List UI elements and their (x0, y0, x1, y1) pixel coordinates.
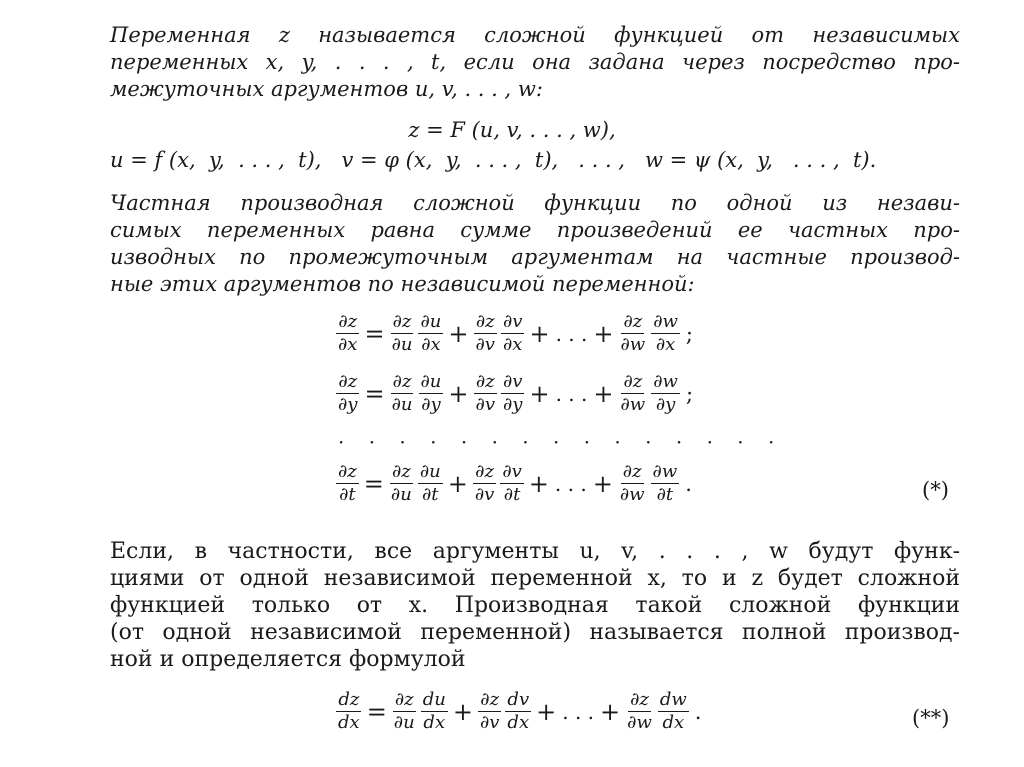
denominator: ∂x (338, 334, 358, 355)
denominator: ∂v (479, 712, 500, 733)
numerator: ∂z (623, 311, 643, 332)
term-fraction (390, 372, 415, 415)
equation-label-star: (*) (922, 478, 949, 502)
numerator: ∂z (392, 371, 412, 392)
term-fraction (505, 690, 531, 733)
partial-derivative-t (334, 462, 692, 505)
lhs-fraction (336, 372, 359, 415)
plus-sign: + (452, 697, 473, 726)
denominator: ∂v (475, 334, 495, 355)
text-line: изводных по промежуточным аргументам на частные производ- (110, 245, 960, 269)
denominator: ∂t (656, 484, 674, 505)
plus-sign: + (536, 697, 557, 726)
denominator: ∂y (655, 394, 676, 415)
partial-derivative-x (334, 312, 693, 355)
lhs-fraction (336, 462, 359, 505)
denominator: ∂v (475, 394, 495, 415)
lhs-fraction (336, 312, 359, 355)
numerator: ∂v (503, 371, 523, 392)
denominator: dx (423, 712, 446, 733)
term-fraction (651, 462, 680, 505)
numerator: ∂w (653, 311, 678, 332)
ellipsis-row (338, 430, 784, 454)
equals-sign: = (364, 379, 385, 408)
plus-sign: + (529, 379, 550, 408)
numerator: ∂z (475, 461, 494, 482)
numerator: ∂u (419, 461, 441, 482)
numerator: ∂z (622, 461, 642, 482)
numerator: ∂v (502, 461, 522, 482)
theorem-paragraph (110, 190, 960, 298)
equals-sign: = (366, 697, 387, 726)
denominator: ∂u (391, 394, 413, 415)
numerator: dv (507, 689, 530, 710)
denominator: ∂t (503, 484, 521, 505)
denominator: ∂w (627, 712, 652, 733)
plus-sign: + (593, 379, 614, 408)
term-fraction (625, 690, 654, 733)
denominator: ∂w (620, 394, 646, 415)
numerator: du (422, 689, 446, 710)
term-fraction (419, 372, 444, 415)
text-line: (от одной независимой переменной) называется полной производ- (110, 620, 960, 645)
formula-terminator: ; (685, 321, 693, 346)
term-fraction (658, 690, 689, 733)
term-fraction (618, 462, 647, 505)
partial-derivative-y (334, 372, 693, 415)
term-fraction (501, 372, 524, 415)
formula-terminator: . (685, 471, 692, 496)
term-fraction (389, 462, 414, 505)
numerator: ∂z (391, 461, 411, 482)
plus-sign: + (448, 379, 469, 408)
equation-text: z = F (u, v, . . . , w), (408, 118, 616, 142)
plus-sign: + (447, 469, 468, 498)
text-line: ные этих аргументов по независимой переменной: (110, 272, 695, 296)
lhs-fraction (336, 690, 362, 733)
total-derivative-paragraph (110, 538, 960, 673)
text-line: Если, в частности, все аргументы u, v, . . . , w будут функ- (110, 539, 960, 564)
numerator: ∂z (392, 311, 412, 332)
denominator: dx (338, 712, 360, 733)
denominator: ∂y (503, 394, 523, 415)
denominator: dx (507, 712, 530, 733)
equation-text: u = f (x, y, . . . , t), v = φ (x, y, . . . , t), . . . , w = ψ (x, y, . . . , t). (110, 148, 877, 172)
denominator: ∂t (339, 484, 356, 505)
term-fraction (474, 372, 497, 415)
denominator: ∂u (393, 712, 415, 733)
numerator: ∂z (630, 689, 649, 710)
denominator: ∂v (474, 484, 495, 505)
denominator: ∂x (421, 334, 441, 355)
term-fraction (418, 312, 443, 355)
term-fraction (390, 312, 415, 355)
denominator: ∂u (390, 484, 412, 505)
numerator: ∂u (420, 311, 442, 332)
denominator: dx (662, 712, 685, 733)
numerator: ∂z (338, 311, 358, 332)
term-fraction (421, 690, 448, 733)
ellipsis: . . . (555, 321, 588, 346)
ellipsis: . . . (555, 381, 588, 406)
numerator: ∂w (652, 461, 678, 482)
numerator: ∂z (338, 461, 357, 482)
definition-paragraph (110, 22, 960, 103)
ellipsis: . . . (554, 471, 587, 496)
denominator: ∂y (338, 394, 358, 415)
text-line: межуточных аргументов u, v, . . . , w: (110, 77, 543, 101)
term-fraction (500, 462, 523, 505)
denominator: ∂x (502, 334, 523, 355)
term-fraction (618, 312, 647, 355)
denominator: ∂u (391, 334, 413, 355)
text-line: функцией только от x. Производная такой сложной функции (110, 593, 960, 618)
ellipsis: . . . (562, 699, 595, 724)
numerator: dw (659, 689, 687, 710)
numerator: ∂z (394, 689, 414, 710)
term-fraction (501, 312, 524, 355)
plus-sign: + (600, 697, 621, 726)
equals-sign: = (363, 469, 384, 498)
plus-sign: + (592, 469, 613, 498)
term-fraction (474, 312, 497, 355)
formula-terminator: . (694, 699, 702, 724)
plus-sign: + (593, 319, 614, 348)
total-derivative-formula (334, 690, 701, 733)
numerator: dz (338, 689, 360, 710)
text-line: ной и определяется формулой (110, 647, 466, 672)
plus-sign: + (529, 319, 550, 348)
denominator: ∂x (655, 334, 676, 355)
term-fraction (619, 372, 648, 415)
term-fraction (418, 462, 443, 505)
term-fraction (651, 372, 680, 415)
numerator: ∂z (480, 689, 500, 710)
term-fraction (478, 690, 501, 733)
numerator: ∂z (475, 371, 495, 392)
numerator: ∂u (420, 371, 442, 392)
numerator: ∂z (338, 371, 358, 392)
term-fraction (651, 312, 680, 355)
ellipsis-text: · · · · · · · · · · · · · · · (338, 430, 784, 454)
denominator: ∂w (619, 484, 645, 505)
equation-label-double-star: (**) (912, 706, 950, 730)
definition-equation-z (0, 118, 1024, 142)
plus-sign: + (448, 319, 469, 348)
numerator: ∂z (475, 311, 495, 332)
numerator: ∂w (653, 371, 678, 392)
definition-equation-uvw (110, 148, 960, 172)
equals-sign: = (364, 319, 385, 348)
denominator: ∂w (620, 334, 646, 355)
plus-sign: + (528, 469, 549, 498)
text-line: переменных x, y, . . . , t, если она задана через посредство про- (110, 50, 960, 74)
term-fraction (473, 462, 496, 505)
numerator: ∂v (502, 311, 523, 332)
term-fraction (392, 690, 417, 733)
text-line: симых переменных равна сумме произведений ее частных про- (110, 218, 960, 242)
formula-terminator: ; (685, 381, 694, 406)
denominator: ∂t (421, 484, 439, 505)
numerator: ∂z (623, 371, 643, 392)
text-line: Частная производная сложной функции по одной из незави- (110, 191, 960, 215)
denominator: ∂y (421, 394, 441, 415)
text-line: циями от одной независимой переменной x, то и z будет сложной (110, 566, 960, 591)
text-line: Переменная z называется сложной функцией от независимых (110, 23, 960, 47)
